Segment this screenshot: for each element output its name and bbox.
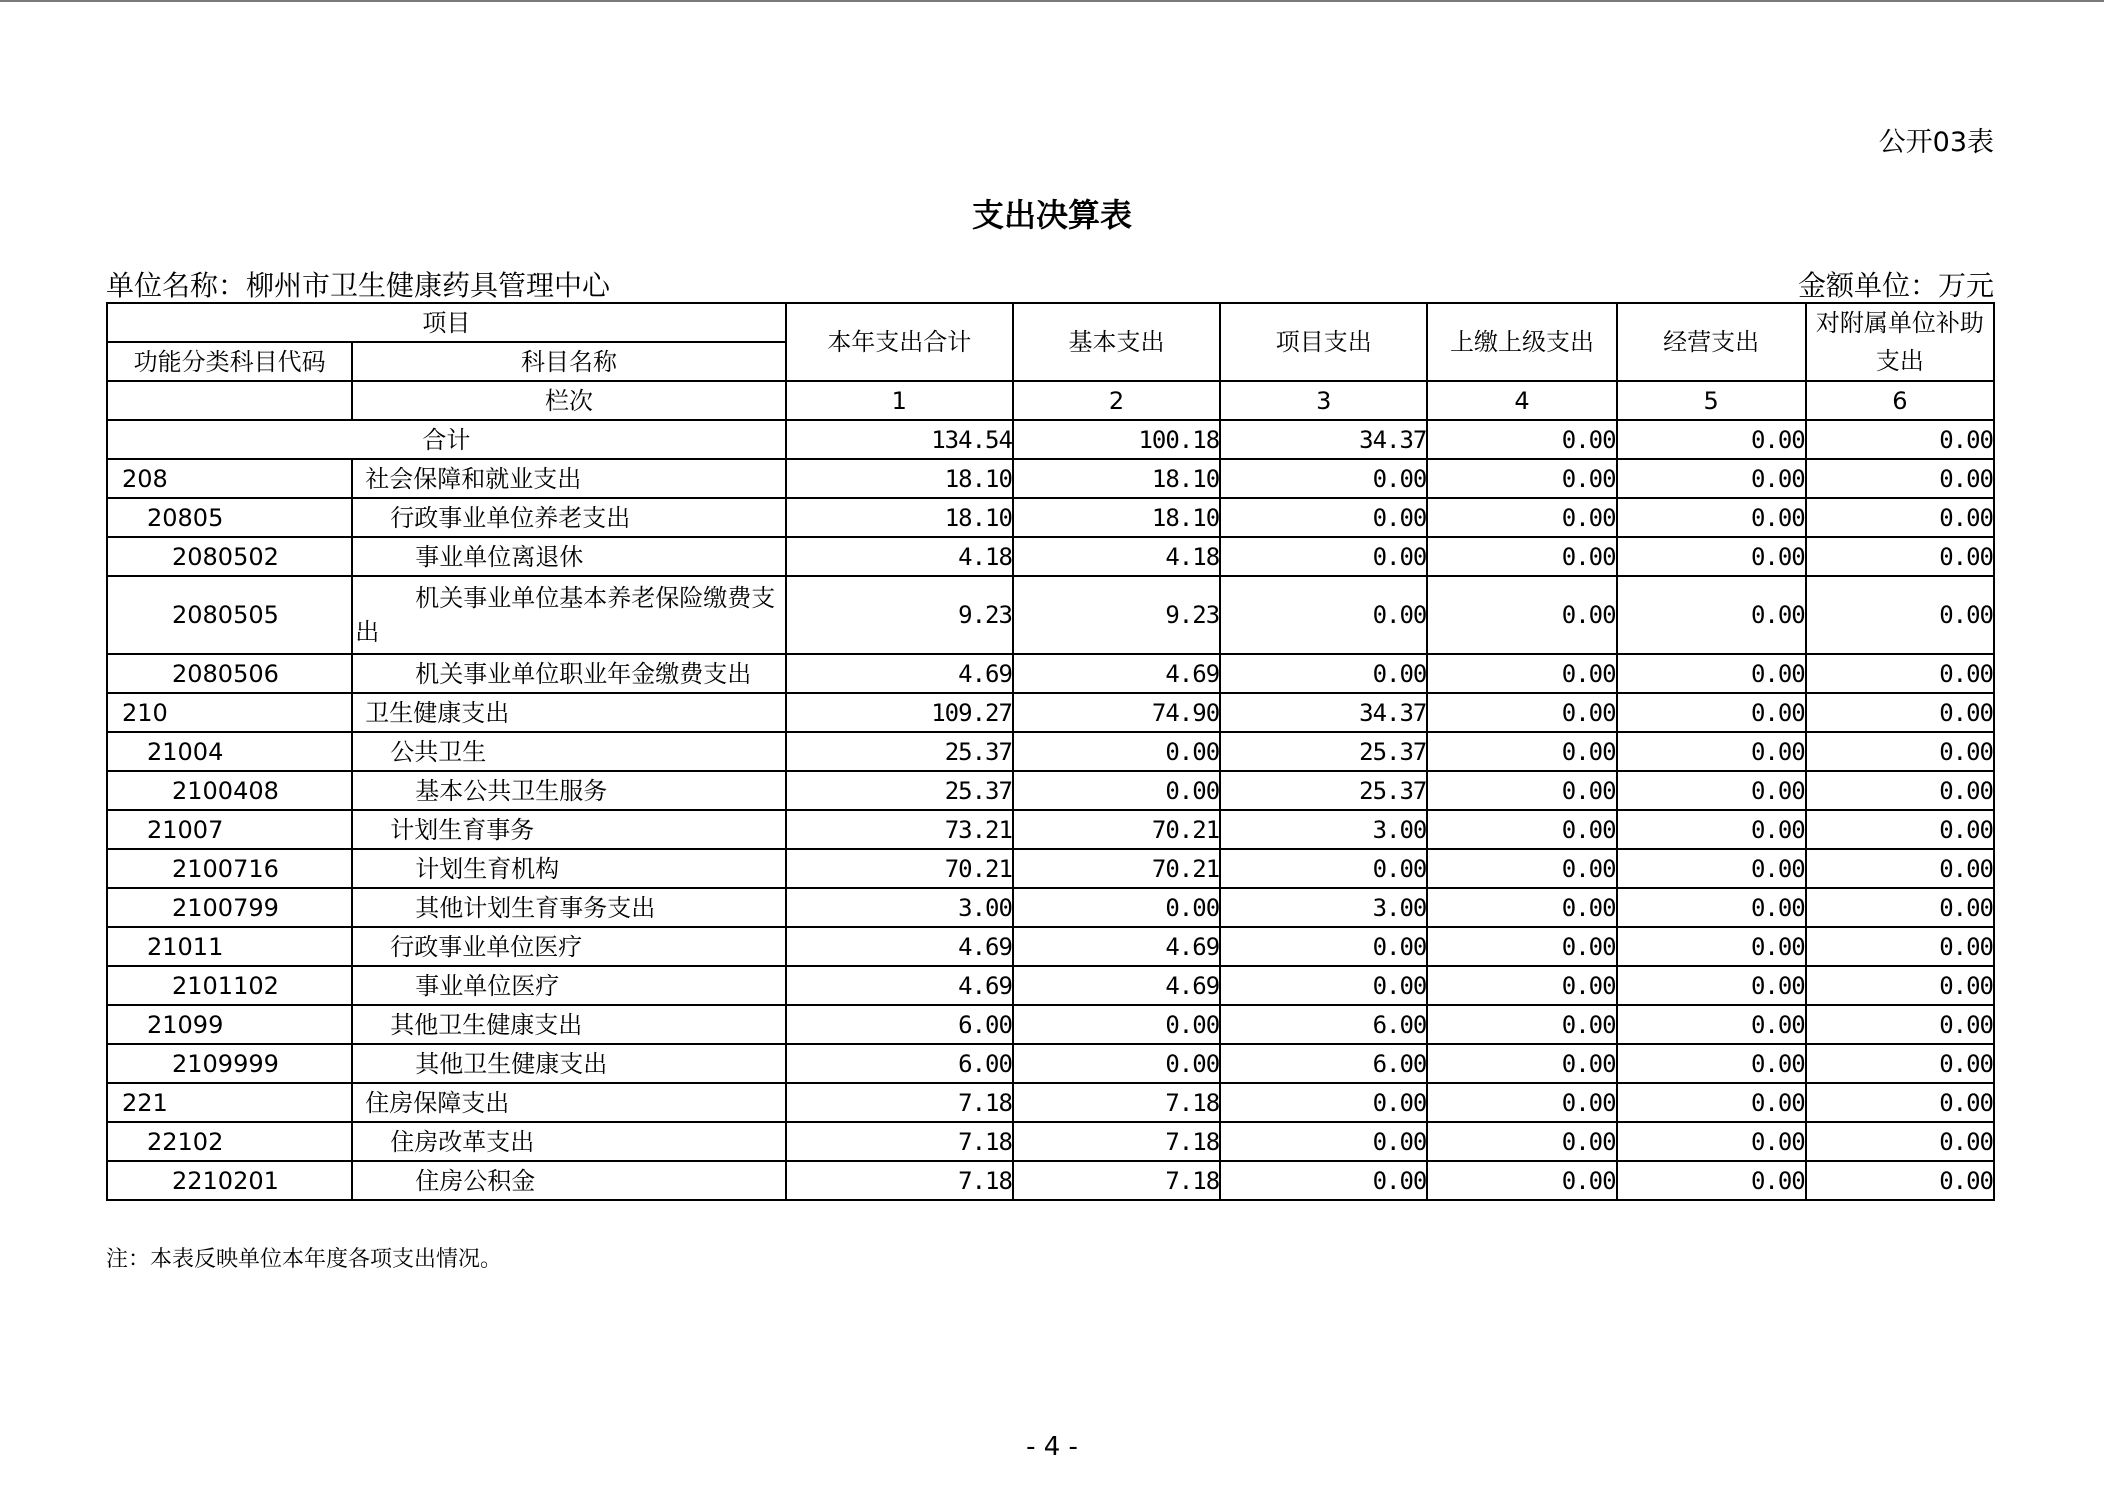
row-name: 行政事业单位医疗	[352, 927, 785, 966]
row-value: 70.21	[1013, 849, 1220, 888]
row-value: 7.18	[1013, 1122, 1220, 1161]
row-value: 0.00	[1806, 576, 1994, 654]
row-value: 0.00	[1427, 732, 1616, 771]
row-value: 3.00	[786, 888, 1013, 927]
col-num-5: 5	[1617, 381, 1806, 420]
row-name: 计划生育事务	[352, 810, 785, 849]
row-value: 0.00	[1806, 966, 1994, 1005]
total-label: 合计	[107, 420, 786, 459]
row-name: 公共卫生	[352, 732, 785, 771]
row-value: 9.23	[786, 576, 1013, 654]
row-value: 0.00	[1617, 1161, 1806, 1200]
row-value: 7.18	[786, 1161, 1013, 1200]
row-name: 事业单位离退休	[352, 537, 785, 576]
row-value: 0.00	[1427, 888, 1616, 927]
row-name: 社会保障和就业支出	[352, 459, 785, 498]
row-value: 0.00	[1806, 459, 1994, 498]
row-value: 0.00	[1427, 693, 1616, 732]
money-unit: 金额单位：万元	[1797, 269, 1994, 302]
table-row	[107, 1005, 1994, 1044]
row-code: 2080506	[107, 654, 352, 693]
page-top-border	[0, 0, 2104, 2]
row-value: 0.00	[1617, 693, 1806, 732]
form-number: 公开03表	[1878, 127, 1994, 158]
row-value: 9.23	[1013, 576, 1220, 654]
header-col-2: 基本支出	[1013, 303, 1220, 381]
row-name: 行政事业单位养老支出	[352, 498, 785, 537]
row-value: 0.00	[1806, 849, 1994, 888]
row-value: 0.00	[1617, 966, 1806, 1005]
row-value: 0.00	[1617, 1083, 1806, 1122]
row-name: 住房改革支出	[352, 1122, 785, 1161]
table-row	[107, 654, 1994, 693]
row-value: 0.00	[1617, 1005, 1806, 1044]
row-value: 4.69	[1013, 927, 1220, 966]
row-value: 7.18	[1013, 1161, 1220, 1200]
total-value: 0.00	[1617, 420, 1806, 459]
row-value: 7.18	[786, 1083, 1013, 1122]
row-value: 0.00	[1220, 576, 1427, 654]
row-value: 0.00	[1013, 1005, 1220, 1044]
row-value: 0.00	[1617, 927, 1806, 966]
row-value: 0.00	[1013, 888, 1220, 927]
row-value: 0.00	[1427, 966, 1616, 1005]
row-value: 6.00	[1220, 1044, 1427, 1083]
page-number: - 4 -	[1026, 1432, 1078, 1462]
row-value: 0.00	[1617, 1044, 1806, 1083]
row-value: 0.00	[1427, 498, 1616, 537]
row-value: 0.00	[1427, 810, 1616, 849]
header-code: 功能分类科目代码	[107, 342, 352, 381]
row-code: 2101102	[107, 966, 352, 1005]
table-row	[107, 1083, 1994, 1122]
row-value: 0.00	[1617, 654, 1806, 693]
row-value: 0.00	[1427, 1083, 1616, 1122]
row-value: 70.21	[1013, 810, 1220, 849]
row-value: 0.00	[1806, 810, 1994, 849]
row-code: 2100716	[107, 849, 352, 888]
header-col-1: 本年支出合计	[786, 303, 1013, 381]
row-value: 0.00	[1617, 459, 1806, 498]
row-value: 0.00	[1806, 888, 1994, 927]
header-col-4: 上缴上级支出	[1427, 303, 1616, 381]
total-row	[107, 420, 1994, 459]
row-code: 21011	[107, 927, 352, 966]
row-value: 0.00	[1806, 927, 1994, 966]
row-code: 210	[107, 693, 352, 732]
row-value: 6.00	[1220, 1005, 1427, 1044]
table-row	[107, 537, 1994, 576]
row-value: 7.18	[786, 1122, 1013, 1161]
row-value: 0.00	[1427, 1122, 1616, 1161]
row-value: 0.00	[1617, 888, 1806, 927]
row-value: 0.00	[1427, 459, 1616, 498]
row-value: 18.10	[1013, 459, 1220, 498]
row-value: 0.00	[1427, 654, 1616, 693]
row-value: 0.00	[1806, 1122, 1994, 1161]
total-value: 100.18	[1013, 420, 1220, 459]
row-name: 基本公共卫生服务	[352, 771, 785, 810]
row-code: 21004	[107, 732, 352, 771]
row-value: 0.00	[1806, 1083, 1994, 1122]
row-value: 109.27	[786, 693, 1013, 732]
row-value: 4.18	[786, 537, 1013, 576]
row-value: 18.10	[1013, 498, 1220, 537]
row-value: 0.00	[1427, 576, 1616, 654]
row-value: 0.00	[1427, 537, 1616, 576]
row-value: 0.00	[1617, 498, 1806, 537]
row-value: 0.00	[1806, 771, 1994, 810]
row-code: 20805	[107, 498, 352, 537]
table-row	[107, 459, 1994, 498]
row-code: 2080502	[107, 537, 352, 576]
row-value: 0.00	[1806, 1005, 1994, 1044]
row-code: 2100408	[107, 771, 352, 810]
table-note: 注：本表反映单位本年度各项支出情况。	[106, 1247, 503, 1272]
row-value: 4.69	[786, 927, 1013, 966]
row-code: 21099	[107, 1005, 352, 1044]
table-row	[107, 927, 1994, 966]
table-row	[107, 771, 1994, 810]
row-code: 208	[107, 459, 352, 498]
row-value: 0.00	[1427, 1005, 1616, 1044]
row-code: 2100799	[107, 888, 352, 927]
row-value: 0.00	[1427, 927, 1616, 966]
row-value: 0.00	[1013, 1044, 1220, 1083]
header-col-5: 经营支出	[1617, 303, 1806, 381]
table-row	[107, 849, 1994, 888]
row-value: 0.00	[1617, 1122, 1806, 1161]
row-name: 计划生育机构	[352, 849, 785, 888]
table-row	[107, 1044, 1994, 1083]
unit-name: 单位名称：柳州市卫生健康药具管理中心	[106, 269, 611, 302]
header-item: 项目	[107, 303, 786, 342]
row-value: 0.00	[1617, 849, 1806, 888]
table-row	[107, 693, 1994, 732]
row-value: 0.00	[1013, 732, 1220, 771]
row-code: 21007	[107, 810, 352, 849]
row-value: 6.00	[786, 1044, 1013, 1083]
row-value: 0.00	[1617, 810, 1806, 849]
row-value: 0.00	[1220, 654, 1427, 693]
header-col-label: 栏次	[352, 381, 785, 420]
row-name: 事业单位医疗	[352, 966, 785, 1005]
total-value: 0.00	[1806, 420, 1994, 459]
table-row	[107, 1161, 1994, 1200]
row-value: 18.10	[786, 459, 1013, 498]
row-name: 卫生健康支出	[352, 693, 785, 732]
row-value: 73.21	[786, 810, 1013, 849]
row-name: 其他卫生健康支出	[352, 1044, 785, 1083]
row-value: 0.00	[1013, 771, 1220, 810]
header-name: 科目名称	[352, 342, 785, 381]
row-code: 2109999	[107, 1044, 352, 1083]
row-value: 74.90	[1013, 693, 1220, 732]
row-value: 0.00	[1427, 1161, 1616, 1200]
row-value: 0.00	[1220, 459, 1427, 498]
row-value: 0.00	[1220, 1161, 1427, 1200]
row-value: 0.00	[1806, 732, 1994, 771]
row-value: 0.00	[1427, 1044, 1616, 1083]
col-num-3: 3	[1220, 381, 1427, 420]
table-row	[107, 810, 1994, 849]
row-value: 0.00	[1806, 654, 1994, 693]
total-value: 0.00	[1427, 420, 1616, 459]
table-row	[107, 888, 1994, 927]
row-value: 6.00	[786, 1005, 1013, 1044]
row-value: 0.00	[1806, 1044, 1994, 1083]
row-value: 0.00	[1617, 732, 1806, 771]
row-value: 3.00	[1220, 888, 1427, 927]
row-value: 0.00	[1220, 927, 1427, 966]
total-value: 134.54	[786, 420, 1013, 459]
col-num-6: 6	[1806, 381, 1994, 420]
expenditure-table	[106, 302, 1995, 1201]
row-name: 其他卫生健康支出	[352, 1005, 785, 1044]
table-row	[107, 732, 1994, 771]
row-name: 机关事业单位基本养老保险缴费支出	[352, 576, 785, 654]
row-value: 18.10	[786, 498, 1013, 537]
row-value: 70.21	[786, 849, 1013, 888]
col-num-2: 2	[1013, 381, 1220, 420]
row-value: 0.00	[1806, 498, 1994, 537]
row-value: 34.37	[1220, 693, 1427, 732]
table-row	[107, 966, 1994, 1005]
table-row	[107, 498, 1994, 537]
col-num-4: 4	[1427, 381, 1616, 420]
row-value: 0.00	[1220, 1122, 1427, 1161]
row-code: 22102	[107, 1122, 352, 1161]
row-value: 0.00	[1220, 537, 1427, 576]
row-value: 4.69	[786, 966, 1013, 1005]
table-row	[107, 1122, 1994, 1161]
header-col-3: 项目支出	[1220, 303, 1427, 381]
row-name: 其他计划生育事务支出	[352, 888, 785, 927]
row-value: 0.00	[1427, 849, 1616, 888]
header-col-6: 对附属单位补助支出	[1806, 303, 1994, 381]
row-value: 0.00	[1806, 1161, 1994, 1200]
table-row	[107, 576, 1994, 654]
row-value: 0.00	[1806, 537, 1994, 576]
header-empty-cell	[107, 381, 352, 420]
row-code: 2080505	[107, 576, 352, 654]
row-value: 4.69	[1013, 654, 1220, 693]
row-value: 0.00	[1806, 693, 1994, 732]
row-name: 住房保障支出	[352, 1083, 785, 1122]
row-value: 0.00	[1220, 498, 1427, 537]
row-value: 25.37	[786, 732, 1013, 771]
row-value: 0.00	[1220, 849, 1427, 888]
row-code: 221	[107, 1083, 352, 1122]
row-value: 4.69	[786, 654, 1013, 693]
row-value: 0.00	[1617, 576, 1806, 654]
row-value: 25.37	[1220, 771, 1427, 810]
row-value: 25.37	[1220, 732, 1427, 771]
row-value: 0.00	[1220, 1083, 1427, 1122]
row-value: 4.69	[1013, 966, 1220, 1005]
row-name: 机关事业单位职业年金缴费支出	[352, 654, 785, 693]
row-value: 4.18	[1013, 537, 1220, 576]
row-value: 0.00	[1220, 966, 1427, 1005]
page-title: 支出决算表	[971, 196, 1132, 234]
row-name: 住房公积金	[352, 1161, 785, 1200]
col-num-1: 1	[786, 381, 1013, 420]
row-code: 2210201	[107, 1161, 352, 1200]
row-value: 7.18	[1013, 1083, 1220, 1122]
row-value: 0.00	[1617, 537, 1806, 576]
row-value: 25.37	[786, 771, 1013, 810]
row-value: 0.00	[1617, 771, 1806, 810]
total-value: 34.37	[1220, 420, 1427, 459]
row-value: 0.00	[1427, 771, 1616, 810]
row-value: 3.00	[1220, 810, 1427, 849]
